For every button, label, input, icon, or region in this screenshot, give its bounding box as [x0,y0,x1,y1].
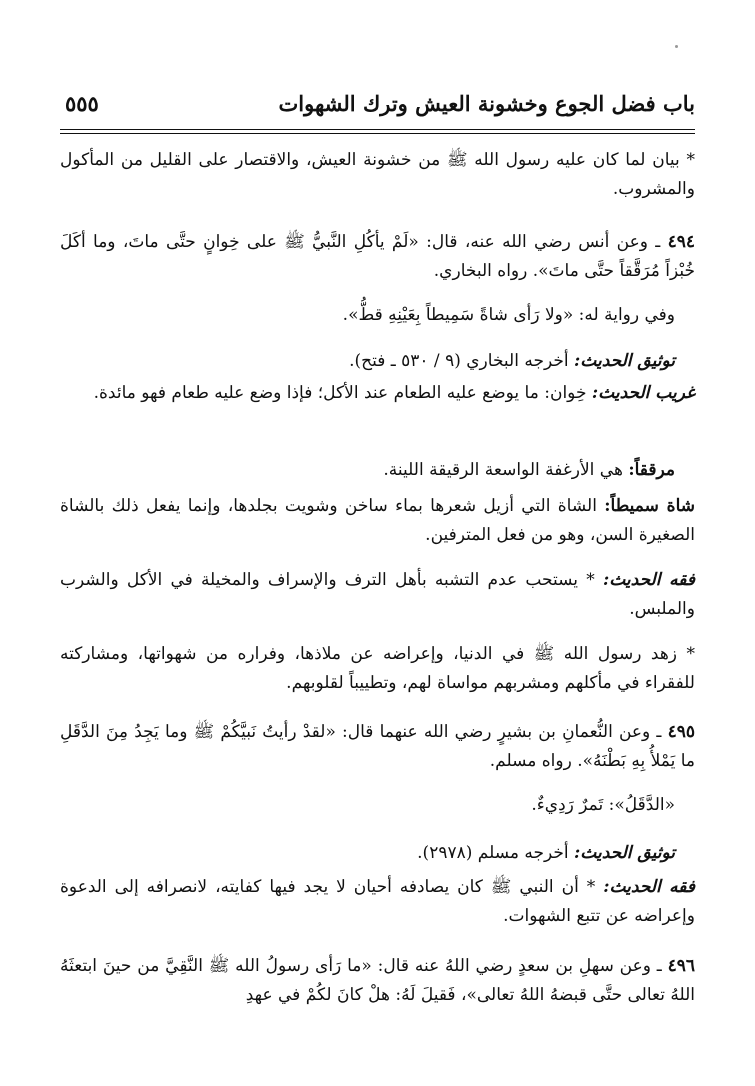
hadith-text: ـ وعن أنس رضي الله عنه، قال: «لَمْ يأكُلِ النَّبيُّ ﷺ على خِوانٍ حتَّى ماتَ، وما أكَلَ خُبْزاً مُرَقَّقاً حتَّى ماتَ». رواه البخاري. [60,232,695,281]
header-rule-thin [60,133,695,134]
tawthiq-label: توثيق الحديث: [574,843,675,863]
tawthiq-text: أخرجه البخاري (٩ / ٥٣٠ ـ فتح). [349,351,569,371]
page-number: ٥٥٥ [65,91,99,116]
hadith-494 [60,228,695,286]
hadith-number: ٤٩٤ [667,232,696,252]
hadith-494-riwaya [60,301,675,330]
samit-def [60,492,695,550]
fiqh-label: فقه الحديث: [603,877,695,897]
hadith-text: ـ وعن النُّعمانِ بن بشيرٍ رضي الله عنهما قال: «لقدْ رأيتُ نَبيَّكُمْ ﷺ وما يَجِدُ مِنَ الدَّقَلِ ما يَمْلأُ بِهِ بَطْنَهُ». رواه مسلم. [60,722,695,771]
gharib-text: خِوان: ما يوضع عليه الطعام عند الأكل؛ فإذا وضع عليه طعام فهو مائدة. [93,383,587,403]
muraqqaq-def [60,456,675,485]
fiqh-495 [60,873,695,931]
hadith-495 [60,718,695,776]
page-speck [675,45,678,48]
gharib-494 [60,379,695,408]
tawthiq-495 [60,839,675,868]
hadith-496 [60,952,695,1010]
daqal-def [60,791,675,820]
fiqh-text: * يستحب عدم التشبه بأهل الترف والإسراف والمخيلة في الأكل والشرب والملبس. [60,570,695,619]
zuhd-paragraph [60,640,695,698]
gharib-label: غريب الحديث: [591,383,695,403]
fiqh-494 [60,566,695,624]
hadith-number: ٤٩٦ [667,956,695,976]
samit-text: الشاة التي أزيل شعرها بماء ساخن وشويت بجلدها، وإنما يفعل ذلك بالشاة الصغيرة السن، وهو من فعل المترفين. [60,496,695,545]
muraqqaq-text: هي الأرغفة الواسعة الرقيقة اللينة. [383,460,623,480]
chapter-title: باب فضل الجوع وخشونة العيش وترك الشهوات [278,91,695,116]
hadith-number: ٤٩٥ [667,722,695,742]
header-rule [60,129,695,130]
zuhd-text: * زهد رسول الله ﷺ في الدنيا، وإعراضه عن ملاذها، وفراره من شهواتها، ومشاركته للفقراء في مأكلهم ومشربهم مواساة لهم، وتطييباً لقلوبهم. [60,644,695,693]
tawthiq-text: أخرجه مسلم (٢٩٧٨). [417,843,569,863]
riwaya-text: وفي رواية له: «ولا رَأى شاةً سَمِيطاً بِعَيْنِهِ قطُّ». [342,305,675,325]
page-header [60,88,695,126]
fiqh-label: فقه الحديث: [602,570,696,590]
tawthiq-494 [60,347,675,376]
tawthiq-label: توثيق الحديث: [574,351,675,371]
daqal-text: «الدَّقَلُ»: تَمرٌ رَدِيءٌ. [531,795,675,815]
hadith-text: ـ وعن سهلِ بن سعدٍ رضي اللهُ عنه قال: «ما رَأى رسولُ الله ﷺ النَّقِيَّ من حينَ ابتعثَهُ اللهُ تعالى حتَّى قبضهُ اللهُ تعالى»، فَقيلَ لَهُ: هلْ كانَ لكُمْ في عهدِ [60,956,695,1005]
intro-paragraph [60,146,695,204]
intro-text: * بيان لما كان عليه رسول الله ﷺ من خشونة العيش، والاقتصار على القليل من المأكول والمشروب. [60,150,695,199]
samit-label: شاة سميطاً: [604,496,695,516]
muraqqaq-label: مرققاً: [628,460,675,480]
fiqh-text: * أن النبي ﷺ كان يصادفه أحيان لا يجد فيها كفايته، لانصرافه إلى الدعوة وإعراضه عن تتبع الشهوات. [60,877,695,926]
